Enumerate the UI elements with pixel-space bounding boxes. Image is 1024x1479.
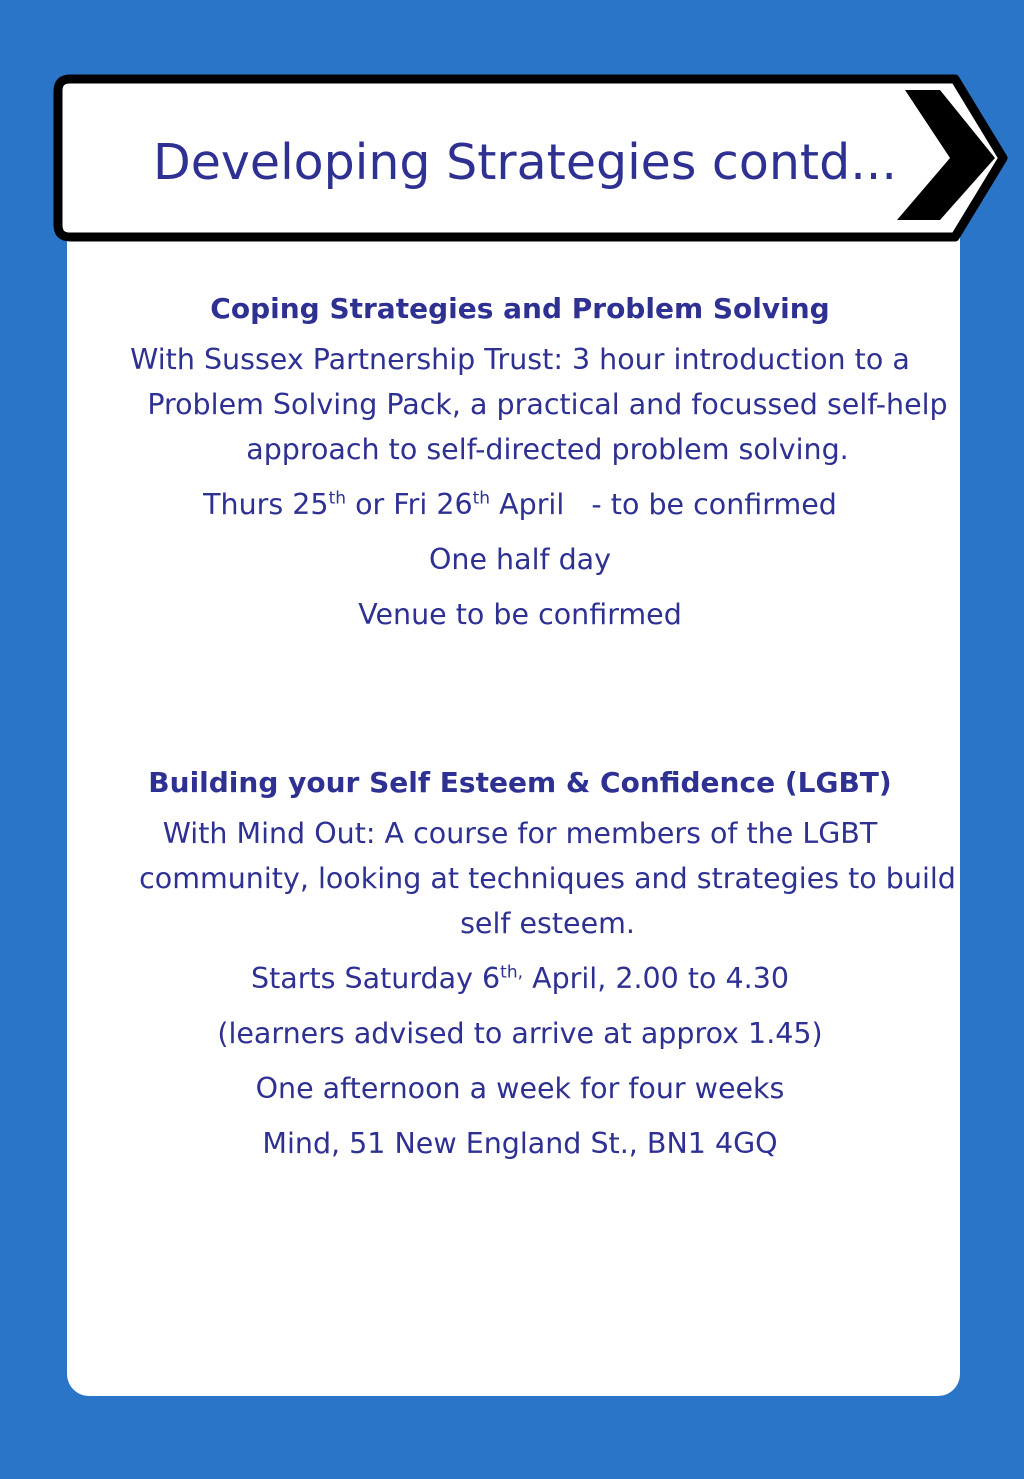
course-self-esteem: [80, 760, 960, 1166]
course-coping-strategies: [80, 286, 960, 637]
course-start: Starts Saturday $6^{th,}$ April, 2.00 to 4.30: [251, 962, 789, 995]
course-heading: Building your Self Esteem & Confidence (LGBT): [148, 766, 892, 799]
course-arrival-note: (learners advised to arrive at approx 1.45): [217, 1017, 823, 1050]
course-description: With Mind Out: A course for members of the LGBT community, looking at techniques and strategies to build self esteem.: [139, 817, 956, 940]
course-frequency: One afternoon a week for four weeks: [255, 1072, 785, 1105]
page-title: Developing Strategies contd...: [153, 134, 897, 191]
course-duration: One half day: [428, 543, 612, 576]
road-sign-banner: [0, 0, 1024, 260]
course-description: With Sussex Partnership Trust: 3 hour introduction to a Problem Solving Pack, a practical and focussed self-help approach to self-directed problem solving.: [130, 343, 948, 466]
course-heading: Coping Strategies and Problem Solving: [210, 292, 830, 325]
course-venue: Venue to be confirmed: [358, 598, 682, 631]
course-date: Thurs 25th or Fri 26th April - to be confirmed: [203, 488, 837, 521]
course-venue: Mind, 51 New England St., BN1 4GQ: [262, 1127, 778, 1160]
